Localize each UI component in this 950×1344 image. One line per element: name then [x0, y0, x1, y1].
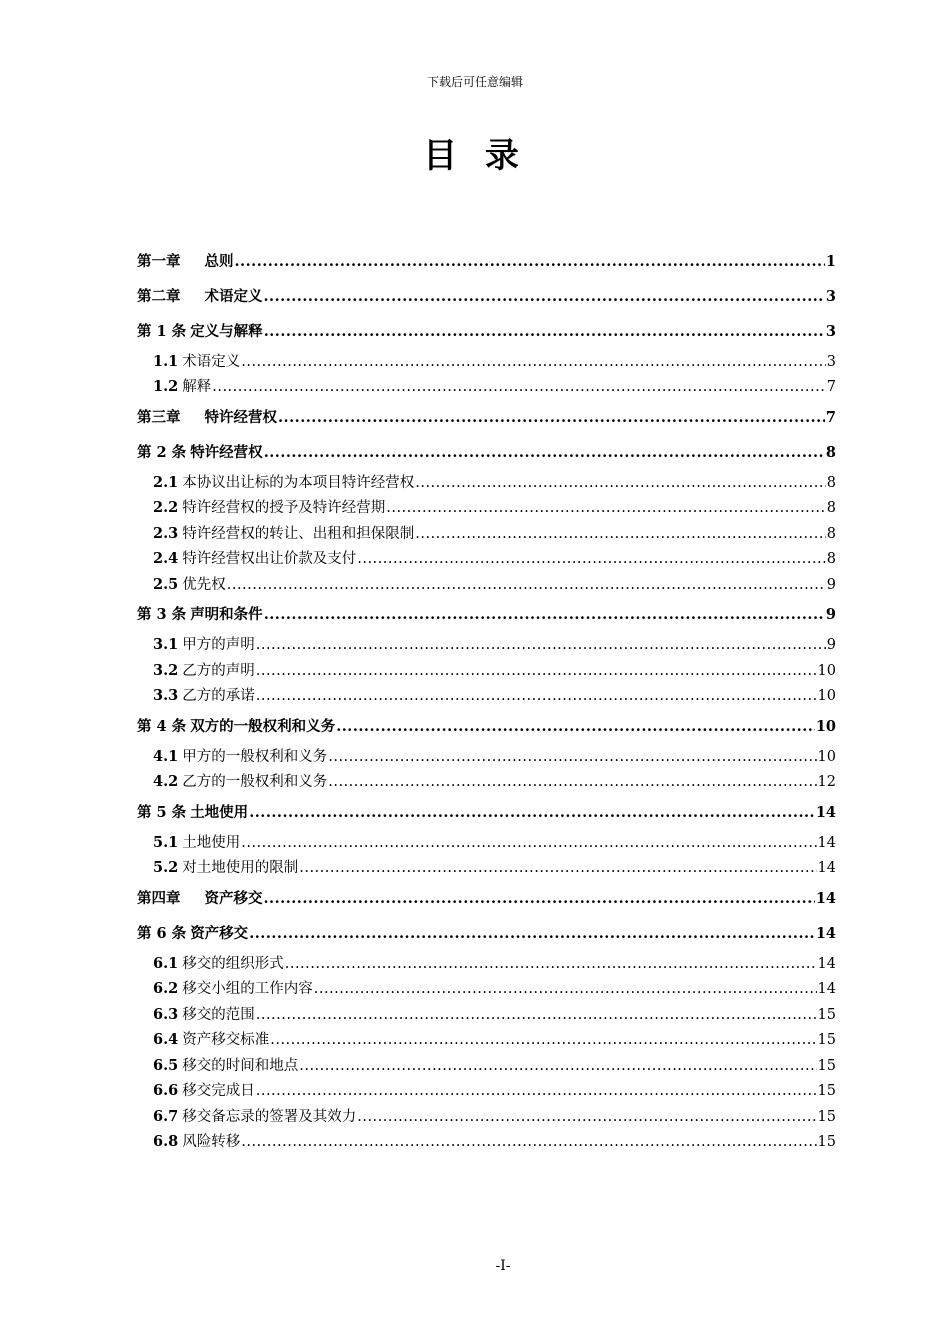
toc-dot-leader	[227, 576, 826, 594]
toc-dot-leader	[249, 804, 815, 822]
toc-entry-title: 特许经营权	[204, 408, 277, 426]
toc-entry-number: 2.3	[153, 524, 179, 542]
toc-entry-title: 风险转移	[182, 1134, 241, 1151]
toc-entry-level2[interactable]	[137, 1104, 836, 1130]
toc-entry-level2[interactable]	[137, 744, 836, 770]
toc-entry-number: 3.3	[153, 687, 179, 705]
toc-entry-number: 3.1	[153, 636, 179, 654]
toc-entry-number: 2.1	[153, 473, 179, 491]
toc-page-number: 7	[825, 408, 836, 426]
toc-entry-number: 5.2	[153, 859, 179, 877]
toc-entry-level2[interactable]	[137, 856, 836, 882]
toc-entry-level1[interactable]	[137, 400, 836, 435]
toc-entry-number: 4.2	[153, 773, 179, 791]
toc-page-number: 15	[817, 1006, 836, 1023]
toc-page-number: 12	[817, 774, 836, 791]
toc-entry-number: 2.4	[153, 550, 179, 568]
toc-page-number: 15	[817, 1057, 836, 1074]
toc-entry-level2[interactable]	[137, 1130, 836, 1156]
toc-dot-leader	[256, 662, 817, 680]
toc-page-number: 14	[815, 803, 836, 821]
toc-entry-level2[interactable]	[137, 830, 836, 856]
toc-dot-leader	[264, 606, 825, 624]
toc-dot-leader	[285, 955, 817, 973]
toc-page-number: 10	[817, 688, 836, 705]
toc-dot-leader	[270, 1031, 816, 1049]
toc-entry-number: 6.3	[153, 1005, 179, 1023]
page-number: -I-	[495, 1258, 511, 1274]
toc-entry-title: 资产移交	[204, 889, 263, 907]
toc-page-number: 14	[815, 924, 836, 942]
toc-entry-title: 乙方的承诺	[182, 688, 255, 705]
toc-entry-level2[interactable]	[137, 977, 836, 1003]
toc-page-number: 15	[817, 1108, 836, 1125]
toc-page-number: 10	[817, 662, 836, 679]
toc-dot-leader	[336, 718, 815, 736]
toc-page-number: 1	[825, 252, 836, 270]
toc-entry-number: 第 4 条	[137, 717, 187, 735]
toc-entry-title: 移交的时间和地点	[182, 1057, 299, 1074]
toc-dot-leader	[299, 1057, 816, 1075]
toc-entry-title: 移交备忘录的签署及其效力	[182, 1108, 357, 1125]
toc-page-number: 9	[825, 606, 836, 623]
toc-entry-level2[interactable]	[137, 547, 836, 573]
toc-entry-title: 资产移交标准	[182, 1032, 270, 1049]
toc-entry-number: 1.1	[153, 352, 179, 370]
toc-dot-leader	[235, 253, 825, 271]
toc-entry-number: 2.2	[153, 499, 179, 517]
toc-entry-title: 声明和条件	[190, 606, 263, 623]
table-of-contents	[137, 244, 836, 1155]
toc-entry-level2[interactable]	[137, 1053, 836, 1079]
toc-entry-number: 第二章	[137, 287, 181, 305]
toc-entry-level1[interactable]	[137, 244, 836, 279]
toc-entry-level2[interactable]	[137, 1079, 836, 1105]
toc-entry-number: 第四章	[137, 889, 181, 907]
toc-entry-number: 1.2	[153, 378, 179, 396]
toc-entry-title: 甲方的声明	[182, 637, 255, 654]
toc-page-number: 8	[826, 474, 836, 491]
toc-dot-leader	[328, 748, 816, 766]
toc-page-number: 9	[826, 576, 836, 593]
toc-dot-leader	[241, 834, 816, 852]
toc-page-number: 3	[825, 322, 836, 340]
toc-entry-title: 解释	[182, 379, 212, 396]
toc-entry-number: 第 5 条	[137, 803, 187, 821]
toc-page-number: 3	[825, 287, 836, 305]
toc-dot-leader	[264, 323, 825, 341]
toc-entry-level1[interactable]	[137, 314, 836, 349]
toc-entry-title: 移交完成日	[182, 1083, 255, 1100]
toc-entry-title: 术语定义	[182, 353, 241, 370]
toc-page-number: 7	[826, 379, 836, 396]
toc-entry-title: 术语定义	[204, 287, 263, 305]
toc-page-number: 10	[815, 717, 836, 735]
toc-entry-number: 第 1 条	[137, 322, 187, 340]
toc-entry-level2[interactable]	[137, 684, 836, 710]
toc-page-number: 10	[817, 748, 836, 765]
toc-page-number: 15	[817, 1083, 836, 1100]
toc-dot-leader	[299, 859, 816, 877]
toc-entry-number: 第 6 条	[137, 924, 187, 942]
toc-entry-title: 土地使用	[182, 834, 241, 851]
toc-dot-leader	[256, 1006, 817, 1024]
toc-entry-level2[interactable]	[137, 496, 836, 522]
toc-entry-title: 定义与解释	[190, 322, 263, 340]
toc-page-number: 15	[817, 1134, 836, 1151]
toc-dot-leader	[264, 288, 825, 306]
toc-page-number: 8	[825, 443, 836, 461]
toc-entry-level2[interactable]	[137, 572, 836, 598]
toc-entry-title: 双方的一般权利和义务	[190, 717, 336, 735]
toc-entry-title: 本协议出让标的为本项目特许经营权	[182, 474, 415, 491]
toc-entry-number: 第 2 条	[137, 443, 187, 461]
toc-entry-level2[interactable]	[137, 658, 836, 684]
toc-entry-level2[interactable]	[137, 1028, 836, 1054]
toc-page-number: 14	[817, 955, 836, 972]
toc-page-number: 14	[817, 834, 836, 851]
toc-entry-title: 特许经营权出让价款及支付	[182, 551, 357, 568]
page-title: 目 录	[423, 136, 527, 176]
toc-entry-level2[interactable]	[137, 521, 836, 547]
toc-dot-leader	[256, 687, 817, 705]
toc-entry-level1[interactable]	[137, 598, 836, 633]
toc-dot-leader	[249, 925, 815, 943]
toc-entry-number: 4.1	[153, 747, 179, 765]
toc-entry-number: 第 3 条	[137, 606, 187, 623]
toc-entry-level2[interactable]	[137, 633, 836, 659]
toc-page-number: 8	[826, 551, 836, 568]
toc-entry-number: 5.1	[153, 833, 179, 851]
toc-entry-level1[interactable]	[137, 916, 836, 951]
toc-entry-title: 乙方的一般权利和义务	[182, 774, 328, 791]
toc-page-number: 15	[817, 1032, 836, 1049]
toc-page-number: 14	[817, 860, 836, 877]
page-header: 下载后可任意编辑	[426, 75, 523, 89]
toc-entry-level2[interactable]	[137, 951, 836, 977]
toc-entry-number: 2.5	[153, 575, 179, 593]
toc-entry-title: 特许经营权的转让、出租和担保限制	[182, 525, 415, 542]
toc-entry-title: 特许经营权的授予及特许经营期	[182, 500, 386, 517]
toc-dot-leader	[314, 980, 817, 998]
toc-dot-leader	[357, 550, 826, 568]
toc-dot-leader	[386, 499, 826, 517]
toc-entry-title: 土地使用	[190, 803, 249, 821]
toc-page-number: 8	[826, 500, 836, 517]
toc-entry-level1[interactable]	[137, 881, 836, 916]
toc-entry-level2[interactable]	[137, 470, 836, 496]
toc-dot-leader	[256, 636, 826, 654]
toc-entry-title: 资产移交	[190, 924, 249, 942]
toc-page-number: 14	[817, 981, 836, 998]
toc-entry-level2[interactable]	[137, 1002, 836, 1028]
toc-dot-leader	[357, 1108, 816, 1126]
toc-dot-leader	[241, 353, 826, 371]
toc-entry-number: 6.7	[153, 1107, 179, 1125]
toc-entry-number: 第一章	[137, 252, 181, 270]
toc-dot-leader	[256, 1082, 817, 1100]
toc-entry-level2[interactable]	[137, 770, 836, 796]
toc-dot-leader	[241, 1133, 816, 1151]
toc-entry-title: 移交的组织形式	[182, 955, 284, 972]
toc-entry-title: 特许经营权	[190, 443, 263, 461]
toc-entry-number: 6.4	[153, 1031, 179, 1049]
toc-entry-number: 6.8	[153, 1133, 179, 1151]
toc-page-number: 14	[815, 889, 836, 907]
toc-page-number: 9	[826, 637, 836, 654]
toc-dot-leader	[278, 409, 825, 427]
toc-entry-title: 甲方的一般权利和义务	[182, 748, 328, 765]
toc-entry-title: 乙方的声明	[182, 662, 255, 679]
toc-dot-leader	[212, 378, 826, 396]
toc-entry-number: 3.2	[153, 661, 179, 679]
toc-dot-leader	[264, 444, 825, 462]
toc-entry-level1[interactable]	[137, 435, 836, 470]
toc-entry-title: 移交小组的工作内容	[182, 981, 313, 998]
toc-entry-number: 6.5	[153, 1056, 179, 1074]
toc-entry-level2[interactable]	[137, 375, 836, 401]
toc-dot-leader	[328, 773, 816, 791]
toc-entry-title: 优先权	[182, 576, 226, 593]
toc-entry-number: 6.1	[153, 954, 179, 972]
toc-entry-number: 第三章	[137, 408, 181, 426]
toc-page-number: 8	[826, 525, 836, 542]
toc-entry-title: 移交的范围	[182, 1006, 255, 1023]
toc-entry-level1[interactable]	[137, 795, 836, 830]
toc-page-number: 3	[826, 353, 836, 370]
toc-entry-title: 对土地使用的限制	[182, 860, 299, 877]
toc-dot-leader	[415, 474, 826, 492]
toc-entry-number: 6.6	[153, 1082, 179, 1100]
toc-dot-leader	[415, 525, 826, 543]
toc-dot-leader	[264, 890, 815, 908]
toc-entry-level1[interactable]	[137, 709, 836, 744]
toc-entry-number: 6.2	[153, 980, 179, 998]
toc-entry-title: 总则	[204, 252, 234, 270]
toc-entry-level2[interactable]	[137, 349, 836, 375]
toc-entry-level1[interactable]	[137, 279, 836, 314]
